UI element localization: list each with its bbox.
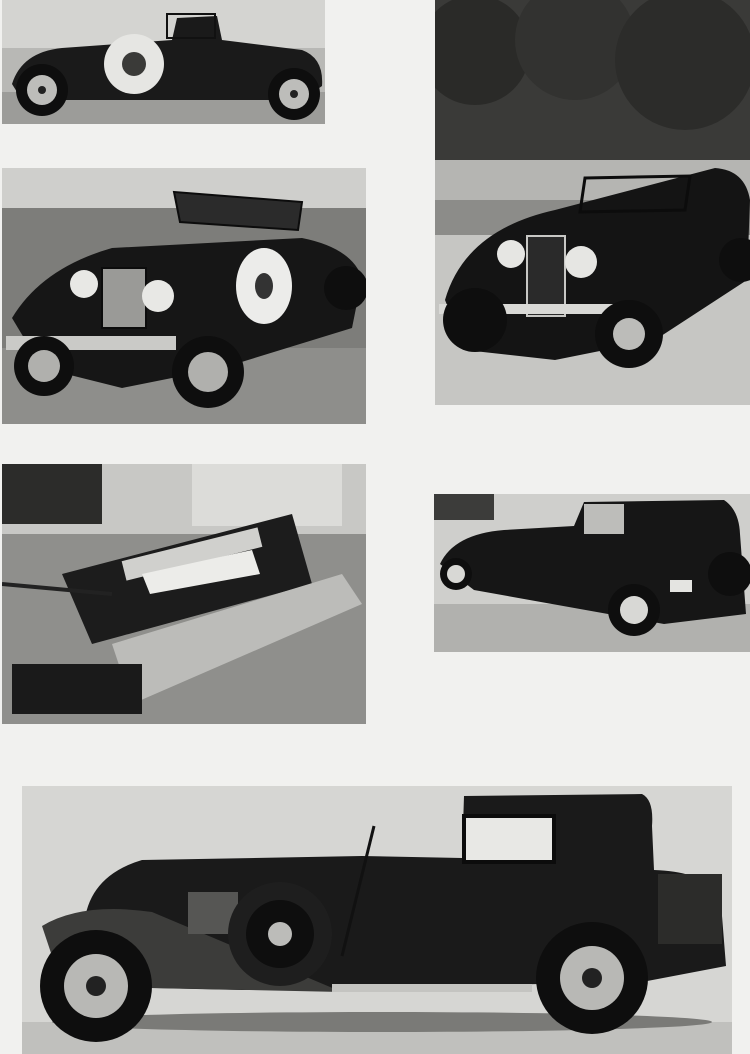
photo-engine-stand xyxy=(2,464,366,724)
photo-town-car-rear xyxy=(434,494,750,652)
photo-convertible-trees xyxy=(435,0,750,405)
photo-town-car-side xyxy=(22,786,732,1054)
photo-roadster-side xyxy=(2,0,325,124)
photo-roadster-front xyxy=(2,168,366,424)
